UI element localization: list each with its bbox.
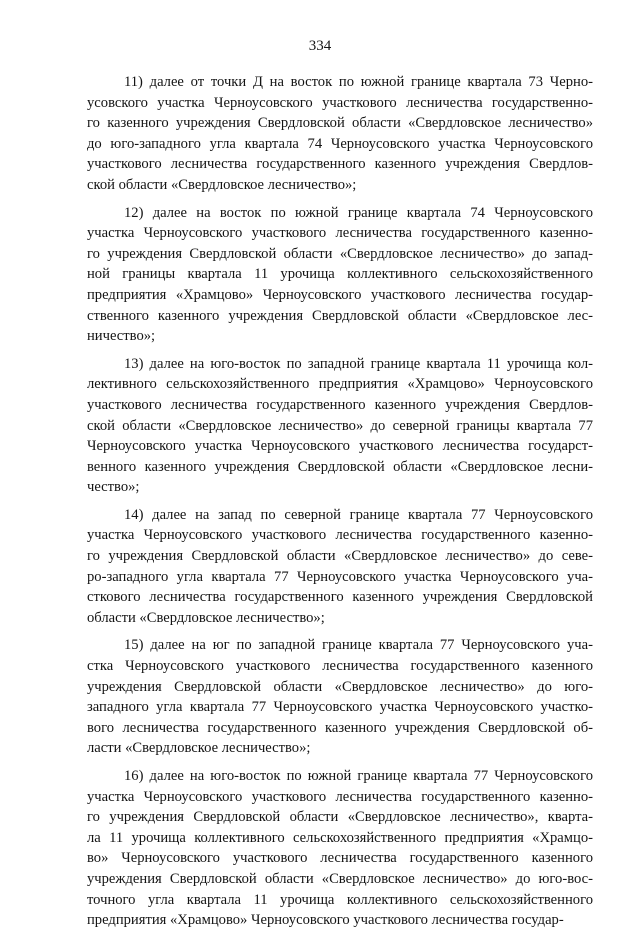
paragraph-2 [87, 203, 593, 347]
paragraph-line: точного угла квартала 11 урочища коллективного сельскохозяйственного [87, 891, 593, 908]
paragraph-6 [87, 766, 593, 931]
paragraph-line: 16) далее на юго-восток по южной границе квартала 77 Черноусовского [124, 768, 593, 784]
paragraph-line: 14) далее на запад по северной границе квартала 77 Черноусовского [124, 506, 593, 523]
paragraph-line: западного угла квартала 77 Черноусовского участка Черноусовского участко- [87, 699, 593, 716]
paragraph-line: участка Черноусовского участкового лесничества государственного казенно- [87, 788, 593, 805]
paragraph-line: области «Свердловское лесничество»; [87, 609, 325, 626]
paragraph-line: го учреждения Свердловской области «Свердловское лесничество» до севе- [87, 548, 593, 565]
paragraph-line: предприятия «Храмцово» Черноусовского участкового лесничества государ- [87, 912, 564, 929]
paragraph-line: до юго-западного угла квартала 74 Черноусовского участка Черноусовского [87, 135, 593, 152]
paragraph-line: участкового лесничества государственного казенного учреждения Свердлов- [87, 396, 593, 413]
paragraph-line: участка Черноусовского участкового лесничества государственного казенно- [87, 225, 593, 242]
paragraph-line: ственного казенного учреждения Свердловской области «Свердловское лес- [87, 307, 593, 324]
paragraph-line: предприятия «Храмцово» Черноусовского участкового лесничества государ- [87, 286, 593, 303]
paragraph-line: го казенного учреждения Свердловской области «Свердловское лесничество» [87, 115, 593, 132]
paragraph-line: вого лесничества государственного казенного учреждения Свердловской об- [87, 719, 593, 736]
paragraph-line: участкового лесничества государственного казенного учреждения Свердлов- [87, 156, 593, 173]
paragraph-line: 15) далее на юг по западной границе квартала 77 Черноусовского уча- [124, 637, 593, 654]
paragraph-line: 11) далее от точки Д на восток по южной границе квартала 73 Черно- [124, 74, 593, 90]
paragraph-line: во» Черноусовского участкового лесничества государственного казенного [87, 850, 593, 867]
paragraph-line: учреждения Свердловской области «Свердловское лесничество» до юго-вос- [87, 870, 593, 887]
paragraph-line: венного казенного учреждения Свердловской области «Свердловское лесни- [87, 458, 593, 475]
paragraph-line: ской области «Свердловское лесничество»; [87, 176, 357, 193]
paragraph-line: ла 11 урочища коллективного сельскохозяйственного предприятия «Храмцо- [87, 829, 593, 846]
paragraph-line: Черноусовского участка Черноусовского участкового лесничества государст- [87, 438, 593, 455]
paragraph-3 [87, 354, 593, 498]
paragraph-line: усовского участка Черноусовского участкового лесничества государственно- [87, 94, 593, 111]
paragraph-line: го учреждения Свердловской области «Свердловское лесничество» до запад- [87, 245, 593, 262]
paragraph-line: участка Черноусовского участкового лесничества государственного казенно- [87, 527, 593, 544]
paragraph-1 [87, 72, 593, 196]
paragraph-line: чество»; [87, 479, 140, 496]
paragraph-line: ласти «Свердловское лесничество»; [87, 740, 311, 757]
paragraph-line: ничество»; [87, 328, 156, 345]
paragraph-line: 13) далее на юго-восток по западной границе квартала 11 урочища кол- [124, 355, 593, 372]
paragraph-4 [87, 505, 593, 629]
paragraph-line: ной границы квартала 11 урочища коллективного сельскохозяйственного [87, 266, 593, 283]
document-body [87, 72, 593, 938]
paragraph-line: ро-западного угла квартала 77 Черноусовского участка Черноусовского уча- [87, 568, 593, 585]
page-number: 334 [308, 38, 332, 54]
paragraph-line: го учреждения Свердловской области «Свердловское лесничество», кварта- [87, 809, 593, 826]
paragraph-line: стка Черноусовского участкового лесничества государственного казенного [87, 658, 593, 675]
paragraph-line: сткового лесничества государственного казенного учреждения Свердловской [87, 589, 593, 606]
paragraph-line: ской области «Свердловское лесничество» до северной границы квартала 77 [87, 417, 593, 434]
paragraph-line: 12) далее на восток по южной границе квартала 74 Черноусовского [124, 204, 593, 221]
paragraph-line: учреждения Свердловской области «Свердловское лесничество» до юго- [87, 678, 593, 695]
paragraph-5 [87, 635, 593, 759]
paragraph-line: лективного сельскохозяйственного предприятия «Храмцово» Черноусовского [87, 376, 593, 393]
